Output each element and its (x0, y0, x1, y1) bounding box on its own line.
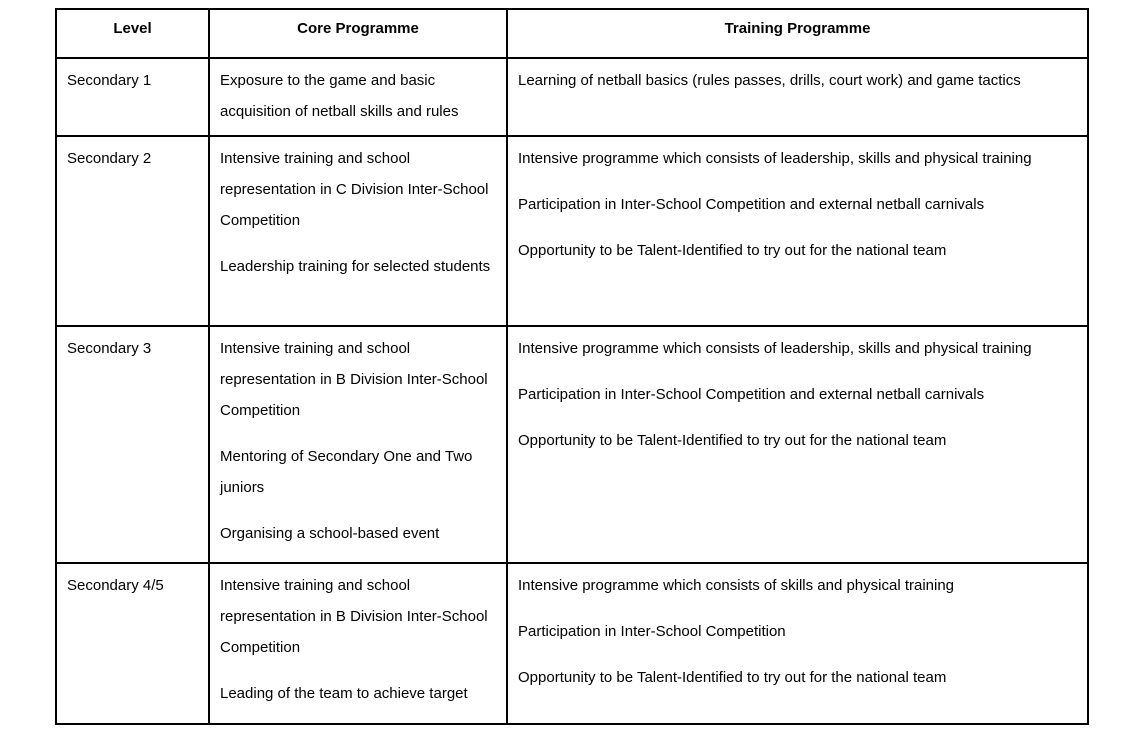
cell-level (56, 326, 209, 563)
table-row-secondary-1 (56, 58, 1088, 136)
table-row-secondary-4-5 (56, 563, 1088, 724)
core-paragraph: Intensive training and school representation in B Division Inter-School Competition (220, 340, 488, 419)
training-paragraph: Intensive programme which consists of skills and physical training (518, 577, 955, 594)
core-paragraph: Intensive training and school representation in B Division Inter-School Competition (220, 577, 488, 656)
cell-training-programme (507, 136, 1088, 326)
cell-level (56, 563, 209, 724)
table-row-secondary-3 (56, 326, 1088, 563)
cell-core-programme (209, 58, 507, 136)
core-paragraph: Exposure to the game and basic acquisition of netball skills and rules (220, 72, 459, 120)
training-paragraph: Learning of netball basics (rules passes, drills, court work) and game tactics (518, 72, 1021, 89)
column-header-core-programme: Core Programme (209, 9, 507, 58)
cell-core-programme (209, 136, 507, 326)
level-text: Secondary 3 (67, 340, 152, 357)
training-paragraph: Participation in Inter-School Competition and external netball carnivals (518, 386, 985, 403)
level-text: Secondary 4/5 (67, 577, 164, 594)
training-paragraph: Intensive programme which consists of leadership, skills and physical training (518, 150, 1032, 167)
core-paragraph: Intensive training and school representation in C Division Inter-School Competition (220, 150, 489, 229)
cell-core-programme (209, 326, 507, 563)
level-text: Secondary 2 (67, 150, 152, 167)
programme-table (55, 8, 1089, 725)
cell-level (56, 136, 209, 326)
cell-training-programme (507, 563, 1088, 724)
cell-training-programme (507, 326, 1088, 563)
level-text: Secondary 1 (67, 72, 152, 89)
column-header-level: Level (56, 9, 209, 58)
core-paragraph: Leadership training for selected students (220, 258, 491, 275)
table-row-secondary-2 (56, 136, 1088, 326)
training-paragraph: Opportunity to be Talent-Identified to try out for the national team (518, 432, 947, 449)
cell-training-programme (507, 58, 1088, 136)
training-paragraph: Intensive programme which consists of leadership, skills and physical training (518, 340, 1032, 357)
core-paragraph: Organising a school-based event (220, 525, 440, 542)
header-row (56, 9, 1088, 58)
cell-core-programme (209, 563, 507, 724)
training-paragraph: Opportunity to be Talent-Identified to try out for the national team (518, 669, 947, 686)
training-paragraph: Participation in Inter-School Competition (518, 623, 786, 640)
training-paragraph: Opportunity to be Talent-Identified to try out for the national team (518, 242, 947, 259)
training-paragraph: Participation in Inter-School Competition and external netball carnivals (518, 196, 985, 213)
core-paragraph: Leading of the team to achieve target (220, 685, 468, 702)
column-header-training-programme: Training Programme (507, 9, 1088, 58)
core-paragraph: Mentoring of Secondary One and Two juniors (220, 448, 473, 496)
cell-level (56, 58, 209, 136)
